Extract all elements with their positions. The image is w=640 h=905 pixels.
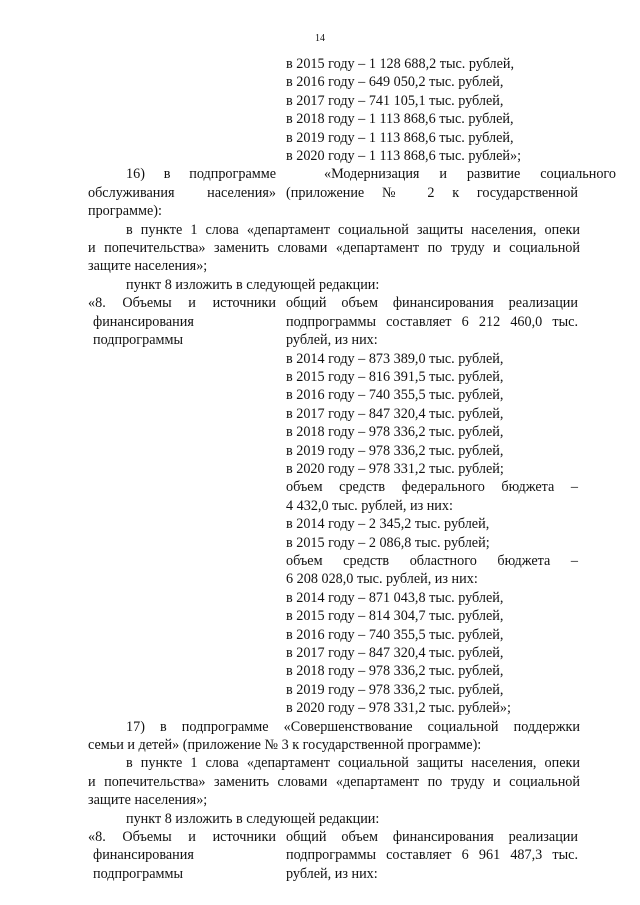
table-value-line: рублей, из них:: [286, 865, 378, 882]
regional-line: объем средств областного бюджета –: [286, 552, 578, 569]
table-value-line: общий объем финансирования реализации: [286, 295, 578, 312]
list-item: в 2018 году – 978 336,2 тыс. рублей,: [286, 663, 504, 680]
list-item: в 2015 году – 2 086,8 тыс. рублей;: [286, 534, 490, 551]
page-number: 14: [315, 33, 325, 44]
list-item: в 2016 году – 740 355,5 тыс. рублей,: [286, 387, 504, 404]
item16-heading-right: «Модернизация и развитие социального: [324, 166, 616, 183]
list-item: в 2015 году – 814 304,7 тыс. рублей,: [286, 608, 504, 625]
federal-line: объем средств федерального бюджета –: [286, 479, 578, 496]
item17-replace-line2: и попечительства» заменить словами «департамент по труду и социальной: [88, 773, 580, 790]
table-label-line: «8. Объемы и источники: [88, 829, 276, 846]
list-item: в 2019 году – 1 113 868,6 тыс. рублей,: [286, 129, 514, 146]
item16-heading-line3: программе):: [88, 203, 162, 220]
list-item: в 2020 году – 1 113 868,6 тыс. рублей»;: [286, 148, 522, 165]
table-label-line: подпрограммы: [93, 865, 183, 882]
list-item: в 2016 году – 740 355,5 тыс. рублей,: [286, 626, 504, 643]
item17-table: [88, 828, 580, 883]
item17-replace-line3: защите населения»;: [88, 792, 208, 809]
list-item: в 2017 году – 741 105,1 тыс. рублей,: [286, 92, 504, 109]
item17-table-left: [88, 828, 276, 883]
table-value-line: подпрограммы составляет 6 961 487,3 тыс.: [286, 847, 578, 864]
item16-heading-left2: обслуживания населения»: [88, 184, 276, 201]
item17-point8-intro: пункт 8 изложить в следующей редакции:: [126, 810, 380, 827]
table-value-line: подпрограммы составляет 6 212 460,0 тыс.: [286, 313, 578, 330]
item16-table-left: [88, 294, 276, 717]
list-item: в 2017 году – 847 320,4 тыс. рублей,: [286, 405, 504, 422]
item16-replace-line3: защите населения»;: [88, 258, 208, 275]
item16-table-right: [286, 294, 578, 717]
item17-heading-line2: семьи и детей» (приложение № 3 к государственной программе):: [88, 737, 482, 754]
list-item: в 2014 году – 873 389,0 тыс. рублей,: [286, 350, 504, 367]
item17-heading-line1: 17) в подпрограмме «Совершенствование социальной поддержки: [126, 718, 580, 735]
table-label-line: финансирования: [93, 313, 194, 330]
list-item: в 2019 году – 978 336,2 тыс. рублей,: [286, 681, 504, 698]
item16-replace-line2: и попечительства» заменить словами «департамент по труду и социальной: [88, 240, 580, 257]
list-item: в 2015 году – 1 128 688,2 тыс. рублей,: [286, 56, 515, 72]
list-item: в 2019 году – 978 336,2 тыс. рублей,: [286, 442, 504, 459]
item16-point8-intro: пункт 8 изложить в следующей редакции:: [126, 276, 380, 293]
item16-table: [88, 294, 580, 717]
item17-replace-line1: в пункте 1 слова «департамент социальной защиты населения, опеки: [126, 755, 580, 772]
table-label-line: «8. Объемы и источники: [88, 295, 276, 312]
list-item: в 2018 году – 978 336,2 тыс. рублей,: [286, 424, 504, 441]
regional-line: 6 208 028,0 тыс. рублей, из них:: [286, 571, 478, 588]
item16-replace-line1: в пункте 1 слова «департамент социальной защиты населения, опеки: [126, 221, 580, 238]
federal-line: 4 432,0 тыс. рублей, из них:: [286, 497, 453, 514]
table-value-line: рублей, из них:: [286, 332, 378, 349]
item16-heading-right2: (приложение № 2 к государственной: [286, 184, 578, 201]
list-item: в 2015 году – 816 391,5 тыс. рублей,: [286, 368, 504, 385]
item16-heading-left: 16) в подпрограмме: [126, 166, 276, 183]
table-label-line: подпрограммы: [93, 332, 183, 349]
list-item: в 2016 году – 649 050,2 тыс. рублей,: [286, 74, 504, 91]
list-item: в 2018 году – 1 113 868,6 тыс. рублей,: [286, 111, 514, 128]
table-label-line: финансирования: [93, 847, 194, 864]
list-item: в 2017 году – 847 320,4 тыс. рублей,: [286, 645, 504, 661]
list-item: в 2020 году – 978 331,2 тыс. рублей»;: [286, 700, 511, 717]
table-value-line: общий объем финансирования реализации: [286, 829, 578, 846]
item16-heading-row1: [88, 165, 616, 183]
item17-table-right: [286, 828, 578, 883]
item16-heading-row2: [88, 184, 580, 202]
list-item: в 2014 году – 871 043,8 тыс. рублей,: [286, 589, 504, 606]
section1-list: [88, 55, 580, 165]
list-item: в 2014 году – 2 345,2 тыс. рублей,: [286, 516, 490, 533]
list-item: в 2020 году – 978 331,2 тыс. рублей;: [286, 460, 504, 477]
document-body: [88, 55, 616, 883]
